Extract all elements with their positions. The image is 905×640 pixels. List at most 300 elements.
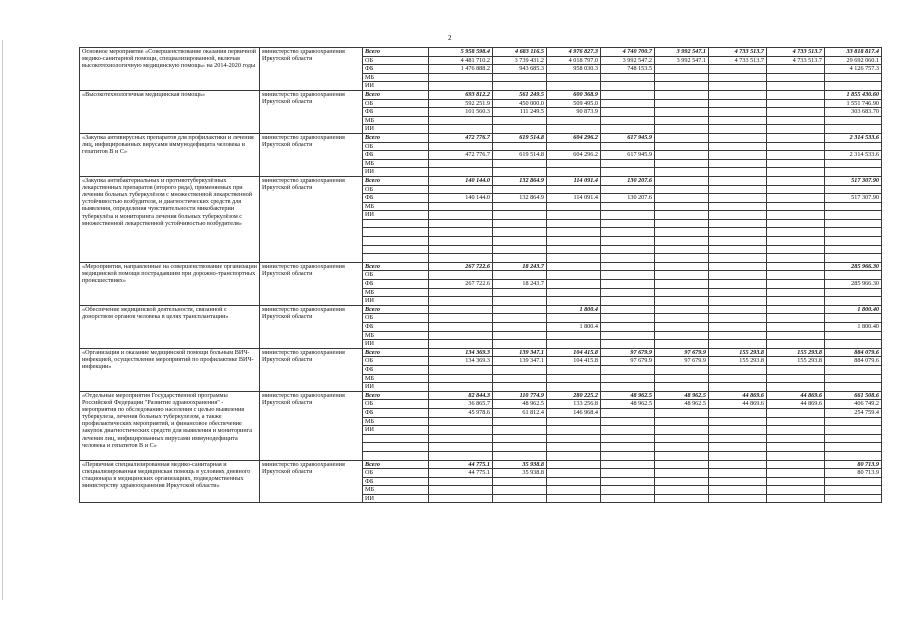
funding-source: ОБ bbox=[363, 99, 429, 108]
amount-cell bbox=[547, 211, 601, 220]
amount-cell bbox=[767, 185, 825, 194]
amount-cell: 111 249.5 bbox=[493, 108, 547, 117]
amount-cell bbox=[709, 142, 767, 151]
amount-cell bbox=[493, 288, 547, 297]
amount-cell bbox=[429, 477, 493, 486]
amount-cell bbox=[547, 477, 601, 486]
amount-cell bbox=[709, 305, 767, 314]
blank-cell bbox=[493, 228, 547, 237]
funding-source: ФБ bbox=[363, 194, 429, 203]
amount-cell bbox=[601, 159, 655, 168]
amount-cell bbox=[655, 65, 709, 74]
amount-cell bbox=[655, 323, 709, 332]
amount-cell bbox=[709, 271, 767, 280]
amount-cell bbox=[709, 426, 767, 435]
amount-cell bbox=[709, 494, 767, 503]
amount-cell bbox=[429, 116, 493, 125]
amount-cell: 110 774.9 bbox=[493, 391, 547, 400]
amount-cell bbox=[767, 194, 825, 203]
amount-cell bbox=[655, 262, 709, 271]
amount-cell bbox=[601, 460, 655, 469]
funding-source: ОБ bbox=[363, 400, 429, 409]
executor-name: министерство здравоохранения Иркутской области bbox=[260, 48, 363, 91]
blank-cell bbox=[429, 434, 493, 443]
executor-name: министерство здравоохранения Иркутской области bbox=[260, 348, 363, 391]
amount-cell bbox=[709, 262, 767, 271]
amount-cell: 155 293.8 bbox=[767, 348, 825, 357]
amount-cell bbox=[493, 365, 547, 374]
funding-row bbox=[80, 391, 882, 400]
amount-cell bbox=[547, 314, 601, 323]
amount-cell bbox=[601, 108, 655, 117]
activity-name: Основное мероприятие «Совершенствование оказания первичной медико-санитарной помощи, специализированной, включая высокотехнологичную медицинскую помощь» на 2014-2020 годы bbox=[80, 48, 260, 91]
amount-cell bbox=[429, 159, 493, 168]
amount-cell bbox=[547, 297, 601, 306]
amount-cell bbox=[547, 159, 601, 168]
blank-cell bbox=[547, 245, 601, 254]
amount-cell bbox=[767, 297, 825, 306]
amount-cell: 748 153.5 bbox=[601, 65, 655, 74]
blank-cell bbox=[709, 237, 767, 246]
amount-cell: 450 000.0 bbox=[493, 99, 547, 108]
amount-cell bbox=[655, 340, 709, 349]
amount-cell: 35 938.8 bbox=[493, 469, 547, 478]
amount-cell: 693 812.2 bbox=[429, 90, 493, 99]
funding-source: ФБ bbox=[363, 408, 429, 417]
amount-cell: 104 415.8 bbox=[547, 348, 601, 357]
activity-name: «Мероприятия, направленные на совершенствование организации медицинской помощи пострадавшим при дорожно-транспортных происшествиях» bbox=[80, 262, 260, 305]
amount-cell: 619 514.8 bbox=[493, 151, 547, 160]
funding-source: Всего bbox=[363, 48, 429, 57]
amount-cell bbox=[709, 151, 767, 160]
amount-cell: 36 865.7 bbox=[429, 400, 493, 409]
budget-table bbox=[79, 47, 882, 503]
amount-cell bbox=[601, 82, 655, 91]
blank-cell bbox=[709, 254, 767, 263]
blank-cell bbox=[601, 228, 655, 237]
funding-source: Всего bbox=[363, 133, 429, 142]
blank-cell bbox=[825, 434, 882, 443]
funding-source: Всего bbox=[363, 305, 429, 314]
total-cell bbox=[825, 340, 882, 349]
amount-cell bbox=[493, 494, 547, 503]
amount-cell bbox=[709, 460, 767, 469]
total-cell bbox=[825, 73, 882, 82]
amount-cell: 18 243.7 bbox=[493, 262, 547, 271]
amount-cell bbox=[709, 417, 767, 426]
amount-cell bbox=[547, 469, 601, 478]
blank-cell bbox=[363, 219, 429, 228]
total-cell bbox=[825, 383, 882, 392]
amount-cell bbox=[767, 374, 825, 383]
amount-cell bbox=[655, 202, 709, 211]
amount-cell bbox=[547, 185, 601, 194]
amount-cell: 139 347.1 bbox=[493, 348, 547, 357]
total-cell bbox=[825, 374, 882, 383]
amount-cell bbox=[429, 288, 493, 297]
amount-cell: 4 683 116.5 bbox=[493, 48, 547, 57]
executor-name: министерство здравоохранения Иркутской области bbox=[260, 391, 363, 460]
amount-cell bbox=[709, 194, 767, 203]
amount-cell: 44 869.6 bbox=[709, 400, 767, 409]
amount-cell bbox=[493, 331, 547, 340]
amount-cell: 114 091.4 bbox=[547, 176, 601, 185]
blank-cell bbox=[655, 219, 709, 228]
amount-cell bbox=[601, 125, 655, 134]
amount-cell: 45 978.6 bbox=[429, 408, 493, 417]
funding-source: ОБ bbox=[363, 314, 429, 323]
blank-cell bbox=[363, 443, 429, 452]
amount-cell bbox=[547, 168, 601, 177]
total-cell bbox=[825, 159, 882, 168]
amount-cell bbox=[429, 168, 493, 177]
funding-row bbox=[80, 90, 882, 99]
amount-cell bbox=[655, 383, 709, 392]
amount-cell bbox=[429, 271, 493, 280]
amount-cell: 140 144.0 bbox=[429, 176, 493, 185]
blank-cell bbox=[709, 451, 767, 460]
funding-source: ФБ bbox=[363, 108, 429, 117]
amount-cell: 48 962.5 bbox=[601, 400, 655, 409]
amount-cell bbox=[601, 99, 655, 108]
funding-row bbox=[80, 460, 882, 469]
amount-cell bbox=[767, 159, 825, 168]
blank-cell bbox=[493, 254, 547, 263]
amount-cell bbox=[709, 133, 767, 142]
amount-cell bbox=[767, 271, 825, 280]
amount-cell bbox=[601, 271, 655, 280]
amount-cell: 267 722.6 bbox=[429, 280, 493, 289]
total-cell: 80 713.9 bbox=[825, 460, 882, 469]
amount-cell: 155 293.8 bbox=[767, 357, 825, 366]
amount-cell bbox=[709, 90, 767, 99]
amount-cell: 48 962.5 bbox=[493, 400, 547, 409]
amount-cell bbox=[709, 288, 767, 297]
total-cell: 2 314 533.6 bbox=[825, 151, 882, 160]
amount-cell bbox=[767, 494, 825, 503]
blank-cell bbox=[363, 451, 429, 460]
blank-cell bbox=[363, 245, 429, 254]
amount-cell bbox=[655, 486, 709, 495]
amount-cell bbox=[429, 426, 493, 435]
amount-cell bbox=[709, 125, 767, 134]
funding-row bbox=[80, 133, 882, 142]
blank-cell bbox=[429, 219, 493, 228]
amount-cell bbox=[709, 108, 767, 117]
activity-name: «Высокотехнологичная медицинская помощь» bbox=[80, 90, 260, 133]
amount-cell bbox=[767, 116, 825, 125]
amount-cell: 280 225.2 bbox=[547, 391, 601, 400]
total-cell bbox=[825, 494, 882, 503]
amount-cell bbox=[655, 125, 709, 134]
total-cell bbox=[825, 426, 882, 435]
amount-cell bbox=[601, 314, 655, 323]
amount-cell bbox=[655, 116, 709, 125]
blank-cell bbox=[767, 219, 825, 228]
binding-edge-mark bbox=[2, 40, 3, 600]
amount-cell bbox=[709, 297, 767, 306]
funding-row bbox=[80, 48, 882, 57]
funding-source: МБ bbox=[363, 486, 429, 495]
amount-cell: 155 293.8 bbox=[709, 348, 767, 357]
funding-source: ИИ bbox=[363, 211, 429, 220]
amount-cell bbox=[767, 73, 825, 82]
funding-source: ОБ bbox=[363, 56, 429, 65]
blank-cell bbox=[655, 245, 709, 254]
amount-cell bbox=[429, 305, 493, 314]
total-cell bbox=[825, 142, 882, 151]
amount-cell: 958 030.3 bbox=[547, 65, 601, 74]
funding-source: МБ bbox=[363, 288, 429, 297]
amount-cell bbox=[601, 202, 655, 211]
blank-cell bbox=[547, 228, 601, 237]
amount-cell bbox=[709, 176, 767, 185]
amount-cell bbox=[547, 82, 601, 91]
amount-cell bbox=[601, 211, 655, 220]
amount-cell bbox=[429, 297, 493, 306]
executor-name: министерство здравоохранения Иркутской области bbox=[260, 460, 363, 503]
amount-cell: 617 945.9 bbox=[601, 133, 655, 142]
funding-row bbox=[80, 176, 882, 185]
amount-cell: 592 251.9 bbox=[429, 99, 493, 108]
amount-cell: 561 249.5 bbox=[493, 90, 547, 99]
amount-cell bbox=[767, 280, 825, 289]
amount-cell bbox=[655, 185, 709, 194]
blank-cell bbox=[547, 219, 601, 228]
amount-cell bbox=[429, 185, 493, 194]
amount-cell: 4 018 797.0 bbox=[547, 56, 601, 65]
total-cell: 80 713.9 bbox=[825, 469, 882, 478]
funding-source: МБ bbox=[363, 374, 429, 383]
funding-source: ИИ bbox=[363, 82, 429, 91]
amount-cell bbox=[493, 426, 547, 435]
executor-name: министерство здравоохранения Иркутской области bbox=[260, 90, 363, 133]
activity-name: «Закупка антибактериальных и противотуберкулёзных лекарственных препаратов (второго ряда), применяемых при лечении больных туберкулёзом с множественной лекарственной устойчивостью возбудителя, и диагностических средств для выявления, определения чувствительности микобактерии туберкулёза и мониторинга лечения больных туберкулёзом с множественной лекарственной устойчивостью возбудителя» bbox=[80, 176, 260, 262]
amount-cell bbox=[429, 125, 493, 134]
blank-cell bbox=[601, 434, 655, 443]
funding-source: Всего bbox=[363, 460, 429, 469]
blank-cell bbox=[493, 443, 547, 452]
amount-cell bbox=[655, 365, 709, 374]
amount-cell bbox=[547, 383, 601, 392]
amount-cell bbox=[767, 211, 825, 220]
funding-source: МБ bbox=[363, 159, 429, 168]
amount-cell bbox=[601, 340, 655, 349]
amount-cell: 604 296.2 bbox=[547, 133, 601, 142]
total-cell: 661 508.6 bbox=[825, 391, 882, 400]
amount-cell bbox=[493, 305, 547, 314]
funding-row bbox=[80, 348, 882, 357]
activity-name: «Закупка антивирусных препаратов для профилактики и лечения лиц, инфицированных вирусами иммунодефицита человека и гепатитов В и С» bbox=[80, 133, 260, 176]
blank-cell bbox=[601, 237, 655, 246]
funding-source: ИИ bbox=[363, 125, 429, 134]
blank-cell bbox=[825, 237, 882, 246]
funding-source: ИИ bbox=[363, 340, 429, 349]
amount-cell: 155 293.8 bbox=[709, 357, 767, 366]
amount-cell bbox=[709, 202, 767, 211]
total-cell: 285 966.30 bbox=[825, 262, 882, 271]
amount-cell bbox=[493, 168, 547, 177]
amount-cell bbox=[429, 340, 493, 349]
total-cell bbox=[825, 211, 882, 220]
amount-cell bbox=[767, 383, 825, 392]
amount-cell bbox=[709, 323, 767, 332]
amount-cell bbox=[767, 176, 825, 185]
amount-cell bbox=[709, 383, 767, 392]
blank-cell bbox=[825, 451, 882, 460]
funding-source: ФБ bbox=[363, 323, 429, 332]
funding-source: ФБ bbox=[363, 365, 429, 374]
amount-cell bbox=[601, 477, 655, 486]
total-cell: 1 800.40 bbox=[825, 323, 882, 332]
total-cell: 884 079.6 bbox=[825, 357, 882, 366]
amount-cell bbox=[547, 374, 601, 383]
amount-cell bbox=[767, 305, 825, 314]
amount-cell bbox=[493, 271, 547, 280]
amount-cell bbox=[429, 314, 493, 323]
total-cell: 29 692 060.1 bbox=[825, 56, 882, 65]
total-cell bbox=[825, 365, 882, 374]
amount-cell: 104 415.8 bbox=[547, 357, 601, 366]
amount-cell bbox=[655, 73, 709, 82]
total-cell bbox=[825, 168, 882, 177]
amount-cell bbox=[767, 469, 825, 478]
funding-source: Всего bbox=[363, 348, 429, 357]
funding-source: ОБ bbox=[363, 271, 429, 280]
amount-cell: 4 481 710.2 bbox=[429, 56, 493, 65]
blank-cell bbox=[429, 451, 493, 460]
amount-cell bbox=[655, 142, 709, 151]
amount-cell bbox=[547, 202, 601, 211]
funding-source: ФБ bbox=[363, 65, 429, 74]
amount-cell bbox=[767, 125, 825, 134]
blank-cell bbox=[709, 228, 767, 237]
amount-cell: 509 495.0 bbox=[547, 99, 601, 108]
amount-cell bbox=[429, 486, 493, 495]
total-cell: 33 818 817.4 bbox=[825, 48, 882, 57]
amount-cell bbox=[547, 365, 601, 374]
amount-cell bbox=[601, 73, 655, 82]
amount-cell: 44 775.1 bbox=[429, 460, 493, 469]
funding-source: МБ bbox=[363, 116, 429, 125]
amount-cell bbox=[709, 159, 767, 168]
blank-cell bbox=[429, 245, 493, 254]
amount-cell bbox=[767, 262, 825, 271]
funding-source: ИИ bbox=[363, 494, 429, 503]
amount-cell bbox=[709, 280, 767, 289]
amount-cell: 943 685.3 bbox=[493, 65, 547, 74]
amount-cell bbox=[655, 159, 709, 168]
amount-cell bbox=[601, 185, 655, 194]
amount-cell: 48 962.5 bbox=[601, 391, 655, 400]
funding-source: ИИ bbox=[363, 426, 429, 435]
blank-cell bbox=[825, 245, 882, 254]
funding-source: МБ bbox=[363, 202, 429, 211]
total-cell: 406 749.2 bbox=[825, 400, 882, 409]
blank-cell bbox=[767, 245, 825, 254]
funding-row bbox=[80, 305, 882, 314]
blank-cell bbox=[767, 237, 825, 246]
amount-cell bbox=[709, 185, 767, 194]
amount-cell bbox=[547, 142, 601, 151]
amount-cell bbox=[767, 151, 825, 160]
amount-cell bbox=[709, 168, 767, 177]
amount-cell bbox=[767, 408, 825, 417]
amount-cell bbox=[767, 65, 825, 74]
amount-cell bbox=[655, 417, 709, 426]
amount-cell bbox=[655, 133, 709, 142]
amount-cell bbox=[493, 82, 547, 91]
amount-cell bbox=[601, 408, 655, 417]
blank-cell bbox=[429, 443, 493, 452]
amount-cell: 133 256.8 bbox=[547, 400, 601, 409]
amount-cell bbox=[709, 374, 767, 383]
amount-cell bbox=[767, 477, 825, 486]
amount-cell bbox=[601, 374, 655, 383]
total-cell bbox=[825, 125, 882, 134]
amount-cell: 5 958 598.4 bbox=[429, 48, 493, 57]
blank-cell bbox=[709, 245, 767, 254]
amount-cell: 3 739 431.2 bbox=[493, 56, 547, 65]
amount-cell: 101 560.3 bbox=[429, 108, 493, 117]
amount-cell bbox=[547, 426, 601, 435]
funding-source: ФБ bbox=[363, 280, 429, 289]
amount-cell: 604 296.2 bbox=[547, 151, 601, 160]
amount-cell bbox=[429, 82, 493, 91]
amount-cell bbox=[655, 305, 709, 314]
amount-cell bbox=[767, 142, 825, 151]
blank-cell bbox=[363, 434, 429, 443]
amount-cell bbox=[709, 477, 767, 486]
amount-cell: 140 144.0 bbox=[429, 194, 493, 203]
amount-cell bbox=[767, 460, 825, 469]
blank-cell bbox=[655, 443, 709, 452]
amount-cell: 48 962.5 bbox=[655, 391, 709, 400]
amount-cell bbox=[655, 194, 709, 203]
amount-cell bbox=[655, 168, 709, 177]
amount-cell bbox=[655, 82, 709, 91]
amount-cell: 44 869.6 bbox=[767, 400, 825, 409]
blank-cell bbox=[363, 254, 429, 263]
funding-source: ИИ bbox=[363, 383, 429, 392]
amount-cell bbox=[547, 417, 601, 426]
amount-cell bbox=[547, 271, 601, 280]
amount-cell bbox=[601, 426, 655, 435]
amount-cell bbox=[709, 486, 767, 495]
amount-cell bbox=[601, 469, 655, 478]
blank-cell bbox=[493, 219, 547, 228]
amount-cell: 130 207.6 bbox=[601, 194, 655, 203]
amount-cell: 44 869.6 bbox=[709, 391, 767, 400]
amount-cell: 48 962.5 bbox=[655, 400, 709, 409]
amount-cell bbox=[601, 331, 655, 340]
amount-cell bbox=[767, 417, 825, 426]
funding-source: МБ bbox=[363, 417, 429, 426]
blank-cell bbox=[493, 434, 547, 443]
total-cell: 285 966.30 bbox=[825, 280, 882, 289]
amount-cell: 134 369.3 bbox=[429, 348, 493, 357]
blank-cell bbox=[825, 219, 882, 228]
amount-cell bbox=[429, 73, 493, 82]
executor-name: министерство здравоохранения Иркутской области bbox=[260, 133, 363, 176]
amount-cell bbox=[601, 116, 655, 125]
funding-source: МБ bbox=[363, 73, 429, 82]
amount-cell bbox=[709, 469, 767, 478]
amount-cell: 4 733 513.7 bbox=[709, 56, 767, 65]
total-cell: 1 551 746.90 bbox=[825, 99, 882, 108]
amount-cell bbox=[493, 374, 547, 383]
amount-cell bbox=[709, 82, 767, 91]
